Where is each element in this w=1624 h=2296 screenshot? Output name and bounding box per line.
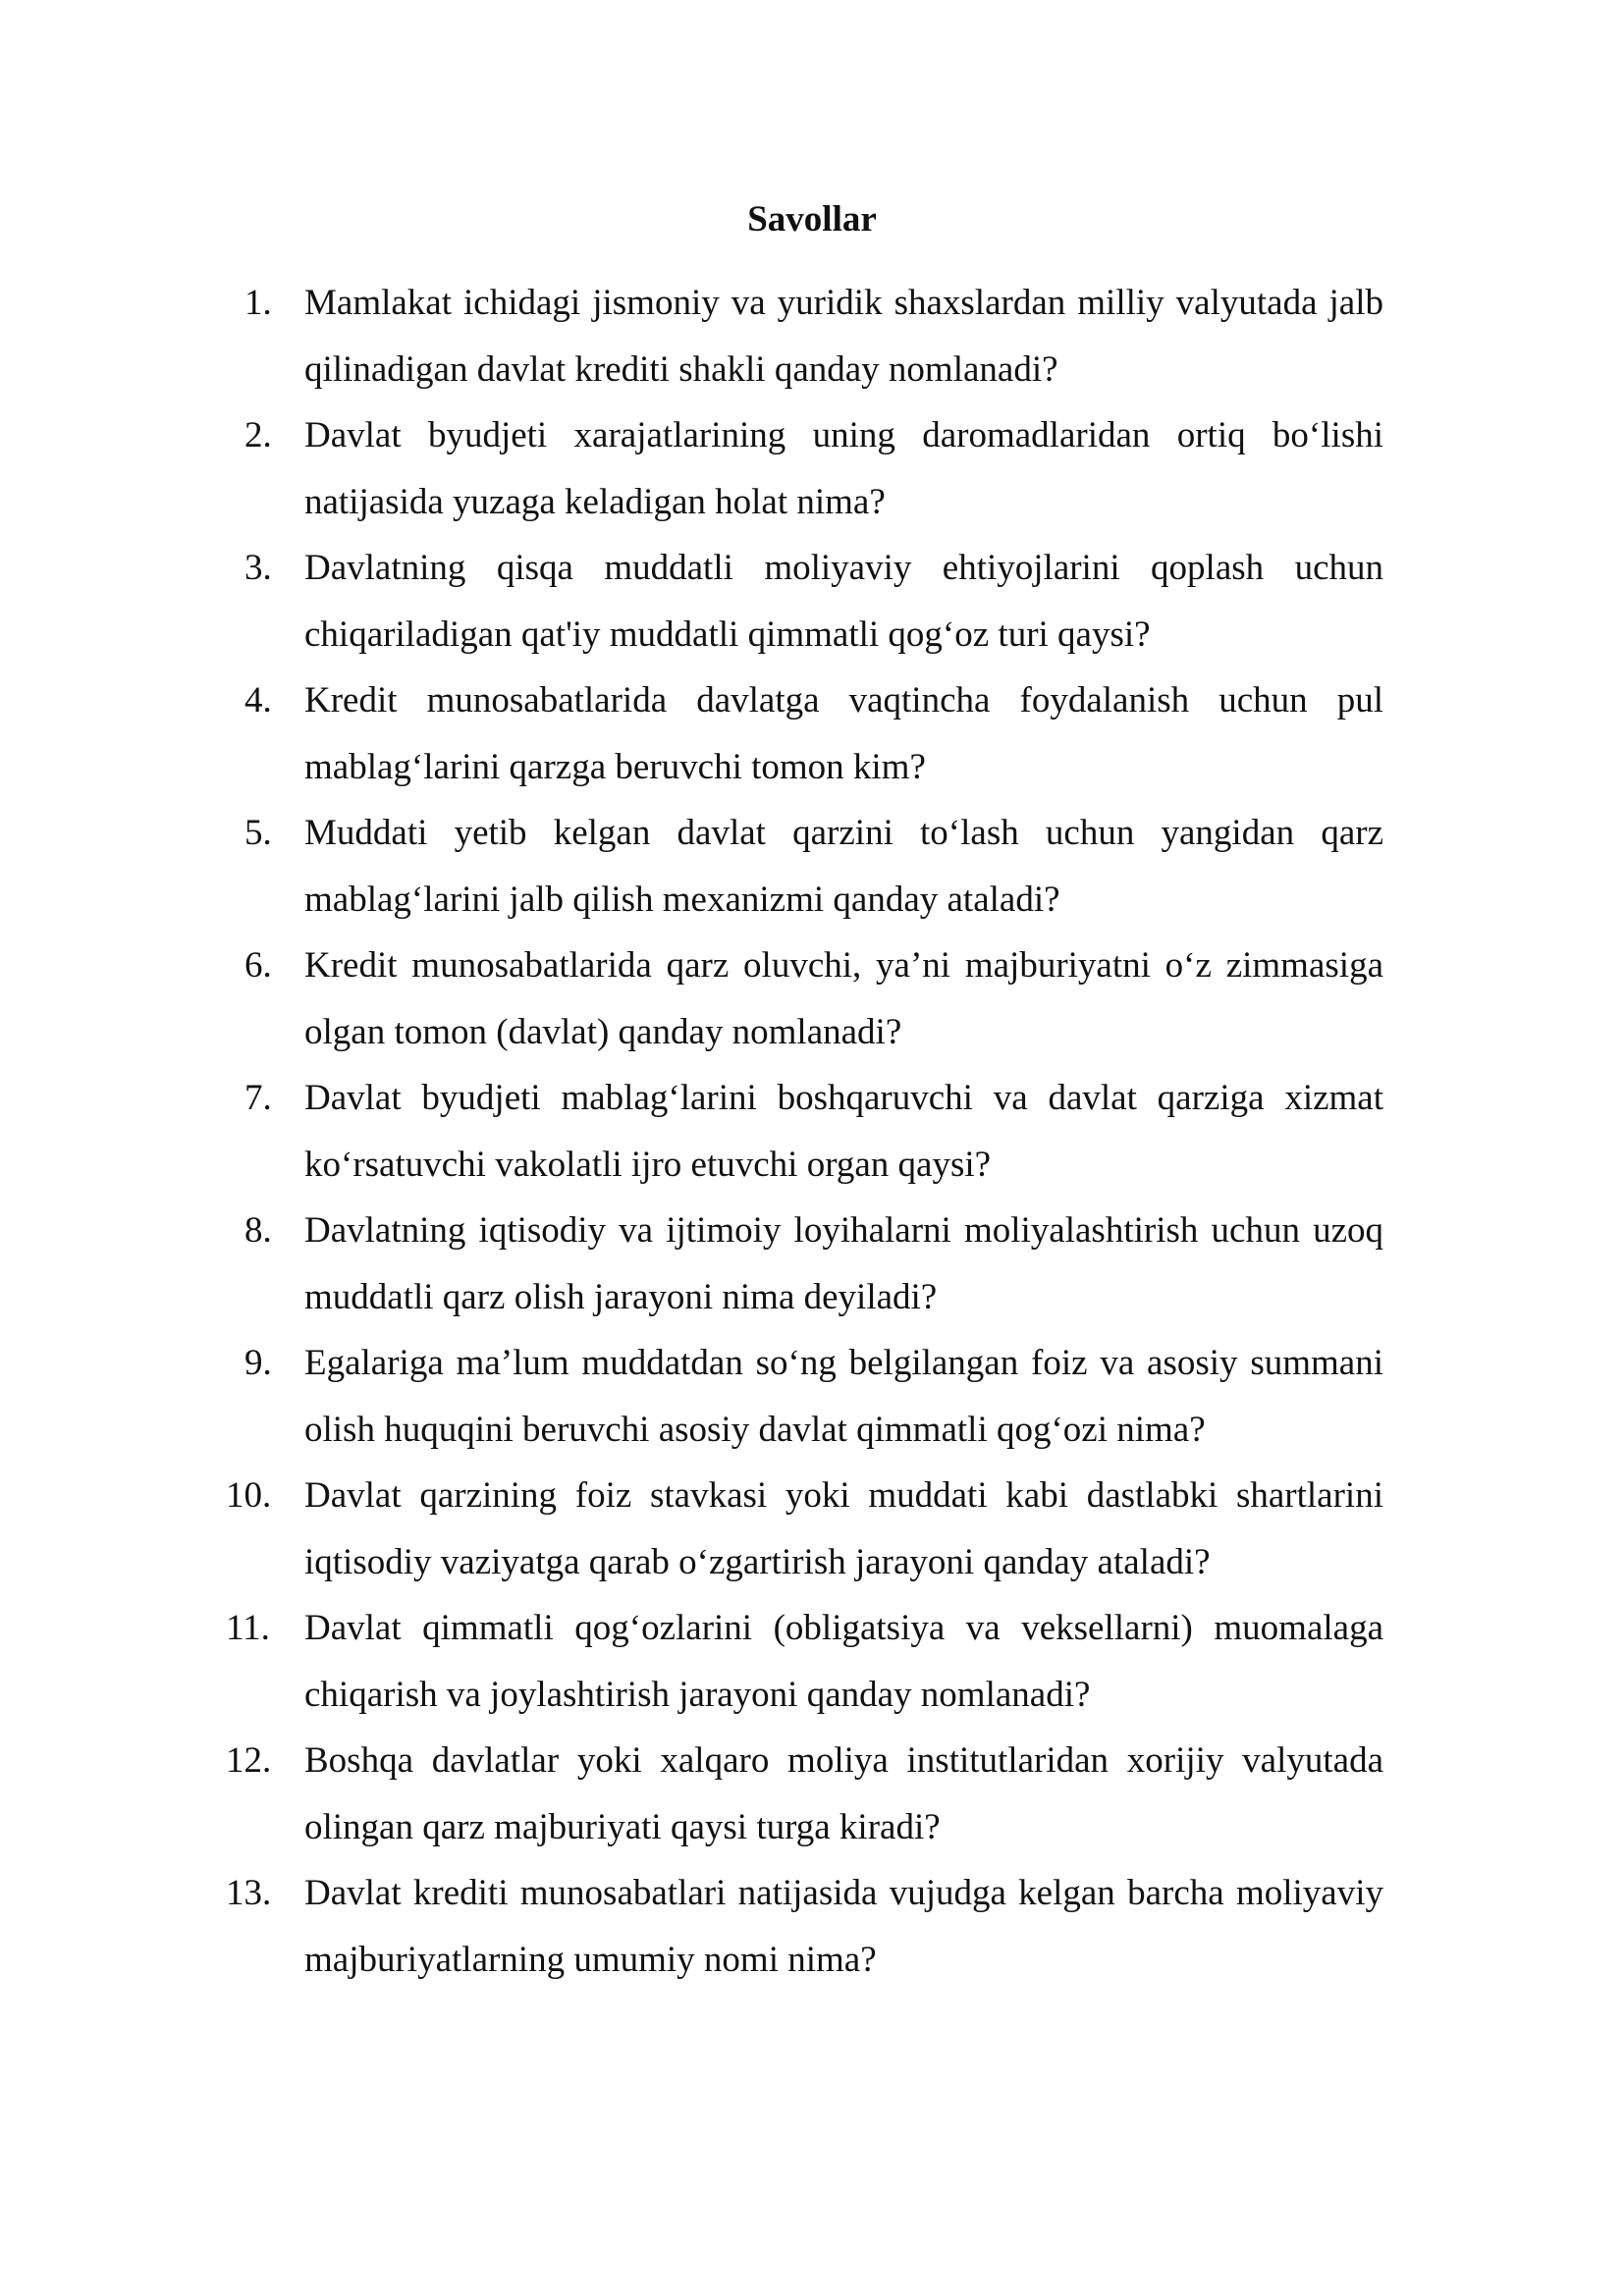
- question-text: Mamlakat ichidagi jismoniy va yuridik shaxslardan milliy valyutada jalb qilinadigan davlat krediti shakli qanday nomlanadi?: [304, 283, 1383, 390]
- question-number: 11.: [226, 1608, 270, 1648]
- question-text: Davlat krediti munosabatlari natijasida vujudga kelgan barcha moliyaviy majburiyatlarning umumiy nomi nima?: [304, 1873, 1383, 1980]
- question-number: 4.: [244, 680, 272, 721]
- question-text: Davlatning qisqa muddatli moliyaviy ehtiyojlarini qoplash uchun chiqariladigan qat'iy muddatli qimmatli qog‘oz turi qaysi?: [304, 548, 1383, 655]
- question-text: Egalariga ma’lum muddatdan so‘ng belgilangan foiz va asosiy summani olish huquqini beruvchi asosiy davlat qimmatli qog‘ozi nima?: [304, 1343, 1383, 1450]
- question-number: 10.: [226, 1475, 272, 1516]
- question-number: 8.: [244, 1210, 272, 1251]
- question-number: 6.: [244, 945, 272, 986]
- question-number: 13.: [226, 1873, 272, 1913]
- question-number: 1.: [244, 283, 272, 323]
- question-item-2: [244, 402, 1383, 535]
- question-item-3: [244, 535, 1383, 667]
- question-item-13: [226, 1860, 1383, 1993]
- question-item-9: [244, 1330, 1383, 1463]
- question-text: Davlat byudjeti xarajatlarining uning daromadlaridan ortiq bo‘lishi natijasida yuzaga keladigan holat nima?: [304, 415, 1383, 522]
- question-text: Davlat qarzining foiz stavkasi yoki muddati kabi dastlabki shartlarini iqtisodiy vaziyatga qarab o‘zgartirish jarayoni qanday ataladi?: [304, 1475, 1383, 1582]
- question-text: Kredit munosabatlarida davlatga vaqtincha foydalanish uchun pul mablag‘larini qarzga beruvchi tomon kim?: [304, 680, 1383, 787]
- question-number: 7.: [244, 1078, 272, 1118]
- question-number: 3.: [244, 548, 272, 588]
- question-item-11: [226, 1595, 1383, 1728]
- question-number: 2.: [244, 415, 272, 455]
- page-title: Savollar: [747, 199, 877, 240]
- question-item-10: [226, 1463, 1383, 1595]
- question-number: 5.: [244, 813, 272, 853]
- question-text: Kredit munosabatlarida qarz oluvchi, ya’ni majburiyatni o‘z zimmasiga olgan tomon (davlat) qanday nomlanadi?: [304, 945, 1383, 1052]
- question-number: 12.: [226, 1740, 272, 1781]
- question-number: 9.: [244, 1343, 272, 1383]
- question-text: Davlatning iqtisodiy va ijtimoiy loyihalarni moliyalashtirish uchun uzoq muddatli qarz olish jarayoni nima deyiladi?: [304, 1210, 1383, 1317]
- question-item-12: [226, 1728, 1383, 1860]
- question-item-4: [244, 667, 1383, 800]
- question-text: Boshqa davlatlar yoki xalqaro moliya institutlaridan xorijiy valyutada olingan qarz majburiyati qaysi turga kiradi?: [304, 1740, 1383, 1847]
- question-text: Davlat qimmatli qog‘ozlarini (obligatsiya va veksellarni) muomalaga chiqarish va joylashtirish jarayoni qanday nomlanadi?: [304, 1608, 1383, 1715]
- question-item-8: [244, 1198, 1383, 1330]
- question-text: Muddati yetib kelgan davlat qarzini to‘lash uchun yangidan qarz mablag‘larini jalb qilish mexanizmi qanday ataladi?: [304, 813, 1383, 920]
- question-item-6: [244, 933, 1383, 1065]
- question-item-1: [244, 270, 1383, 402]
- question-text: Davlat byudjeti mablag‘larini boshqaruvchi va davlat qarziga xizmat ko‘rsatuvchi vakolatli ijro etuvchi organ qaysi?: [304, 1078, 1383, 1185]
- question-list: [226, 270, 1383, 1993]
- question-item-5: [244, 800, 1383, 933]
- question-item-7: [244, 1065, 1383, 1198]
